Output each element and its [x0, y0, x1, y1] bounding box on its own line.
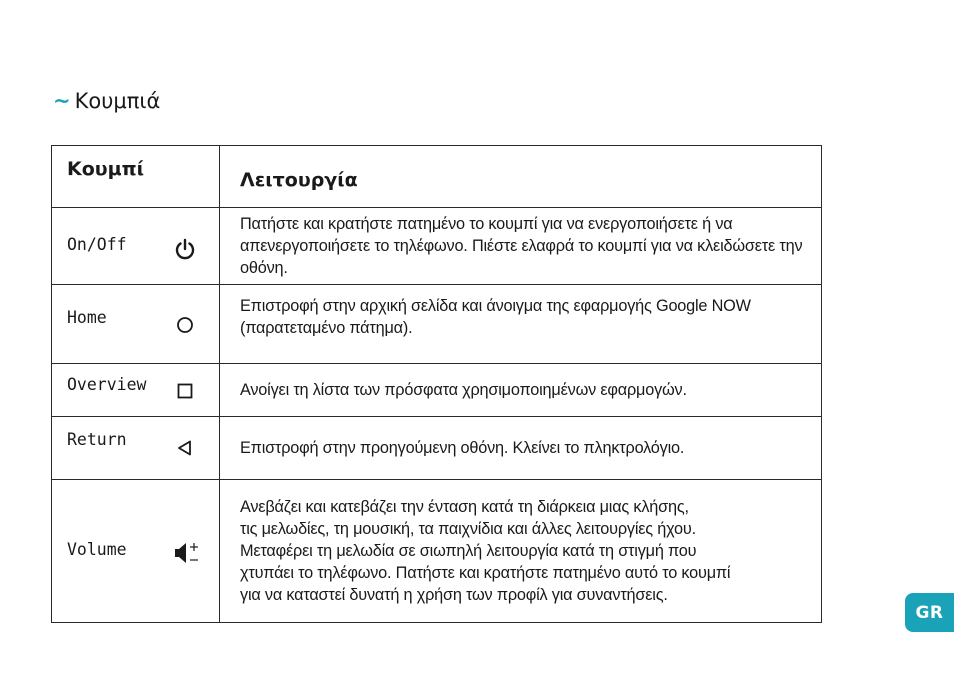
square-icon: [174, 380, 196, 402]
button-cell-home: [52, 285, 220, 364]
table-row: [52, 208, 822, 285]
volume-icon: [174, 541, 200, 565]
desc-volume-line: χτυπάει το τηλέφωνο. Πατήστε και κρατήστε πατημένο αυτό το κουμπί: [240, 564, 731, 582]
desc-overview-text: Ανοίγει τη λίστα των πρόσφατα χρησιμοποιημένων εφαρμογών.: [240, 381, 687, 399]
section-tilde: ~: [53, 89, 71, 113]
desc-return-text: Επιστροφή στην προηγούμενη οθόνη. Κλείνει το πληκτρολόγιο.: [240, 439, 685, 457]
desc-overview: [220, 364, 822, 417]
button-name-return: Return: [67, 430, 127, 449]
button-cell-volume: [52, 480, 220, 623]
desc-onoff-text: Πατήστε και κρατήστε πατημένο το κουμπί για να ενεργοποιήσετε ή να απενεργοποιήσετε το τηλέφωνο. Πιέστε ελαφρά το κουμπί για να κλειδώσετε την οθόνη.: [240, 215, 803, 277]
button-name-onoff: On/Off: [67, 235, 127, 254]
desc-volume-line: τις μελωδίες, τη μουσική, τα παιχνίδια και άλλες λειτουργίες ήχου.: [240, 520, 696, 538]
table-row: [52, 480, 822, 623]
button-name-overview: Overview: [67, 375, 147, 394]
back-triangle-icon: [174, 437, 196, 459]
table-header-row: [52, 146, 822, 208]
desc-onoff: [220, 208, 822, 285]
header-button: Κουμπί: [52, 146, 220, 208]
desc-volume-line: Ανεβάζει και κατεβάζει την ένταση κατά τη διάρκεια μιας κλήσης,: [240, 498, 689, 516]
table-row: [52, 364, 822, 417]
header-function: Λειτουργία: [220, 146, 822, 208]
table-row: [52, 417, 822, 480]
section-title-text: Κουμπιά: [74, 89, 161, 113]
button-cell-overview: [52, 364, 220, 417]
button-cell-onoff: [52, 208, 220, 285]
buttons-table: [51, 145, 822, 623]
button-name-volume: Volume: [67, 540, 127, 559]
desc-volume-line: για να καταστεί δυνατή η χρήση των προφίλ για συναντήσεις.: [240, 586, 668, 604]
button-cell-return: [52, 417, 220, 480]
desc-return: [220, 417, 822, 480]
desc-volume: [220, 480, 822, 623]
desc-home-text: Επιστροφή στην αρχική σελίδα και άνοιγμα της εφαρμογής Google NOW (παρατεταμένο πάτημα).: [240, 297, 751, 337]
section-title: [53, 88, 160, 114]
desc-home: [220, 285, 822, 364]
language-badge: GR: [905, 593, 954, 632]
power-icon: [174, 238, 196, 260]
circle-icon: [174, 314, 196, 336]
desc-volume-line: Μεταφέρει τη μελωδία σε σιωπηλή λειτουργία κατά τη στιγμή που: [240, 542, 697, 560]
button-name-home: Home: [67, 308, 107, 327]
table-row: [52, 285, 822, 364]
